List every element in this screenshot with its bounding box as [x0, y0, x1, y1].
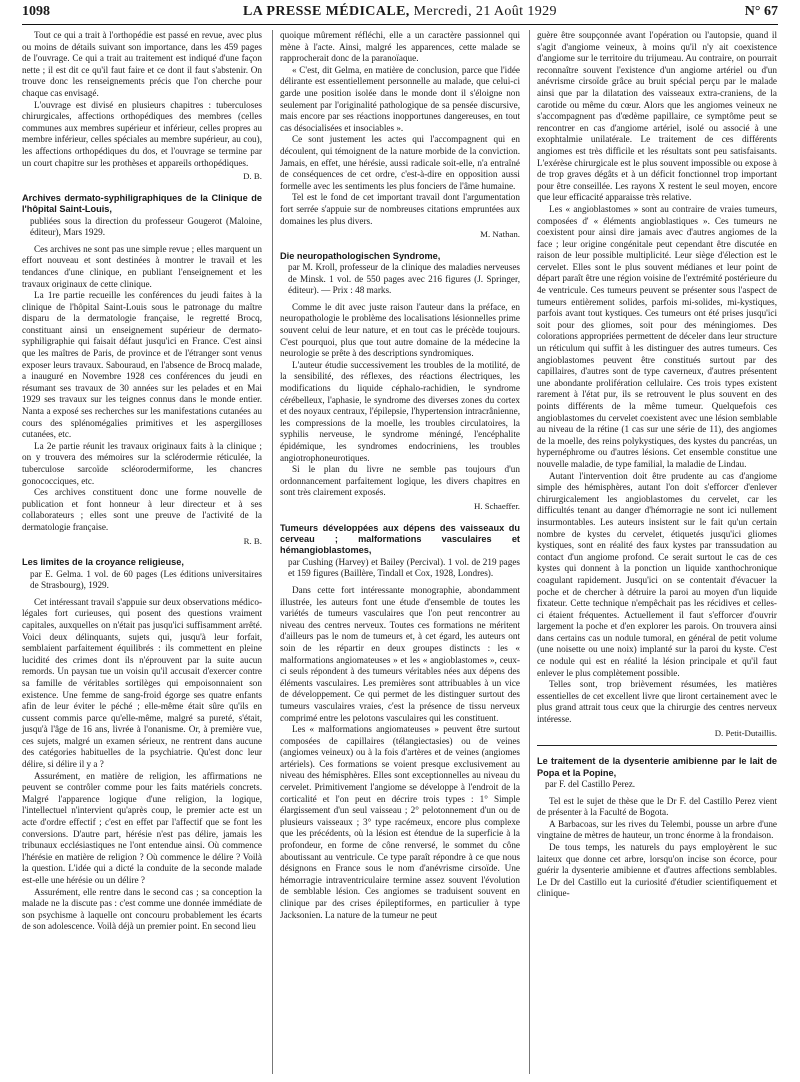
paragraph: Ces archives ne sont pas une simple revue ; elles marquent un effort nouveau et sont destinées à montrer le travail et les tendances d'une clinique, en publiant l'enseignement et les travaux originaux de cette clinique. [22, 243, 262, 289]
column-1 [22, 30, 262, 933]
paragraph: Assurément, en matière de religion, les affirmations ne peuvent se contrôler comme pour les faits matériels concrets. Malgré l'apparence logique d'une religion, la logique, l'intellectuel n'intervient qu'après coup, le premier acte est un acte d'ordre effectif ; c'est en effet par l'affectif que se font les conversions. D'autre part, hérésie n'est pas délire, jamais les tribunaux ecclésiastiques ne l'ont entendue ainsi. Où commence l'hérésie en matière de religion ? Où commence le délire ? Voilà la question. L'idée qui a dicté la conduite de la seconde malade est-elle une hérésie ou un délire ? [22, 770, 262, 885]
paragraph: La 2e partie réunit les travaux originaux faits à la clinique ; on y trouvera des mémoires sur la sclérodermie réticulée, la tuberculose sarcoïde scléorodermiforme, les chancres gonococciques, etc. [22, 440, 262, 486]
paragraph: Si le plan du livre ne semble pas toujours d'un ordonnancement parfaitement logique, les divers chapitres en sont très clairement exposés. [280, 464, 520, 498]
issue-date: Mercredi, 21 Août 1929 [413, 4, 557, 19]
review-bibliography: par F. del Castillo Perez. [545, 779, 636, 790]
review-croyance-religieuse [22, 557, 262, 933]
header-rule [22, 24, 778, 25]
paragraph: Dans cette fort intéressante monographie, abondamment illustrée, les auteurs font une étude d'ensemble de toutes les variétés de tumeurs vasculaires que l'on peut rencontrer au niveau des centres nerveux. Toutes ces formations ne méritent d'ailleurs pas le nom de tumeurs et, à cet égard, les auteurs ont soin de les répartir en deux groupes distincts : les « malformations angiomateuses » et les « angioblastomes », ceux-ci seuls répondent à des tumeurs véritables nées aux dépens des éléments vasculaires. Les premières sont attribuables à un vice de développement. Ce qui permet de les distinguer surtout des tumeurs vasculaires vraies, c'est la présence de tissu nerveux comprimé entre les pelotons vasculaires qui les constituent. [280, 584, 520, 723]
paragraph: L'ouvrage est divisé en plusieurs chapitres : tuberculoses chirurgicales, affections orthopédiques des membres (celles communes aux membres supérieur et inférieur, celles propres au membre inférieur, celles spéciales au membre supérieur, au cou), les affections orthopédiques du dos, et l'ouvrage se termine par un court chapitre sur les prothèses et appareils orthopédiques. [22, 99, 262, 168]
page-header [22, 4, 778, 26]
review-title: Tumeurs développées aux dépens des vaisseaux du cerveau ; malformations vasculaires et hémangioblastomes, [280, 522, 520, 556]
paragraph: Cet intéressant travail s'appuie sur deux observations médico-légales fort curieuses, qui posent des questions vraiment capitales, auxquelles on n'était pas jusqu'ici suffisamment arrêté. Voici deux délinquants, sujets qui, jusqu'à leur forfait, semblaient parfaitement équilibrés : ils commettent en pleine lucidité des crimes dont ils n'éprouvent par la suite aucun remords. Un paysan tue un voisin qu'il accusait d'exercer contre sa famille de véritables sortilèges qui empoisonnaient son existence. Une femme de sang-froid égorge ses quatre enfants afin de leur éviter le péché ; elle-même était sûre qu'ils en cussent commis parce qu'elle-même, malgré sa pureté, s'était, jusqu'à l'âge de 16 ans, livrée à l'onanisme. Or, à première vue, ces sujets, malgré un examen sérieux, ne rentrent dans aucune des catégories habituelles de la psychiatrie. Qu'est donc leur délire, si délire il y a ? [22, 596, 262, 770]
review-bibliography: par Cushing (Harvey) et Bailey (Percival). 1 vol. de 219 pages et 159 figures (Baillère, Tindall et Cox, 1928, Londres). [288, 556, 520, 579]
page-number: 1098 [22, 4, 50, 19]
column-3 [537, 30, 777, 900]
paragraph: Assurément, elle rentre dans le second cas ; sa conception la malade ne la discute pas : c'est comme une donnée immédiate de son psychisme à laquelle ont concouru probablement les écarts de son adolescence. Voilà déjà un premier point. En second lieu [22, 886, 262, 932]
paragraph: Ces archives constituent donc une forme nouvelle de publication et font honneur à leur directeur et à ses collaborateurs ; elles sont une preuve de l'activité de la dermatologie française. [22, 487, 262, 532]
review-title: Archives dermato-syphiligraphiques de la Clinique de l'hôpital Saint-Louis, [22, 192, 262, 215]
issue-number: N° 67 [744, 4, 778, 19]
paragraph: Telles sont, trop brièvement résumées, les matières essentielles de cet excellent livre que liront certainement avec le plus grand attrait tous ceux que la chirurgie des centres nerveux intéresse. [537, 679, 777, 725]
review-archives-dermato [22, 193, 262, 547]
column-divider [272, 30, 273, 1074]
review-title: Les limites de la croyance religieuse, [22, 557, 184, 568]
review-dysenterie-amibienne [537, 756, 777, 900]
reviewer-signature: D. Petit-Dutaillis. [714, 727, 777, 738]
review-bibliography: par E. Gelma. 1 vol. de 60 pages (Les éditions universitaires de Strasbourg), 1929. [30, 568, 262, 591]
paragraph: Tel est le sujet de thèse que le Dr F. del Castillo Perez vient de présenter à la Faculté de Bogota. [537, 795, 777, 818]
review-tumeurs-vaisseaux [280, 523, 520, 922]
journal-name: LA PRESSE MÉDICALE, [243, 4, 410, 19]
paragraph: A Barbacoas, sur les rives du Telembi, pousse un arbre d'une vingtaine de mètres de hauteur, un tronc énorme à la frondaison. [537, 818, 777, 841]
paragraph: Ce sont justement les actes qui l'accompagnent qui en découlent, qui témoignent de la nature morbide de la conviction. Jamais, en effet, une hérésie, aussi radicale soit-elle, n'a entraîné de conséquences de cet ordre, c'est-à-dire en opposition aussi formelle avec les sentiments les plus fonciers de l'âme humaine. [280, 134, 520, 191]
paragraph: Les « malformations angiomateuses » peuvent être surtout composées de capillaires (télangiectasies) ou de veines (angiomes veineux) ou à la fois d'artères et de veines (angiomes artériels). Ces formations se voient presque exclusivement au niveau des hémisphères. Elles sont exceptionnelles au niveau du cervelet. Primitivement l'angiome se développe à l'endroit de la corticalité et l'on peut en décrire trois types : 1° Simple élargissement d'un seul vaisseau ; 2° pelotonnement d'un ou de plusieurs vaisseaux ; 3° type racémeux, encore plus complexe que les précédents, où la lésion est étendue de la superficie à la profondeur, en forme de cône renversé, le sommet du cône aboutissant au ventricule. Ce type paraît répondre à ce que nous désignons en France sous le nom d'anévrisme cirsoïde. Une hémorragie intraventriculaire termine assez souvent l'évolution de semblable lésion. Ces angiomes se traduisent souvent en clinique par des crises épileptiformes, en particulier à type Jacksonien. La nature de la tumeur ne peut [280, 724, 520, 920]
reviewer-signature: D. B. [243, 171, 262, 182]
review-title: Le traitement de la dysenterie amibienne par le lait de Popa et la Popine, [537, 756, 777, 778]
paragraph: guère être soupçonnée avant l'opération ou l'autopsie, quand il s'agit d'angiome veineux, à moins qu'il n'y ait coexistence d'angiome sur le territoire du trijumeau. Au contraire, on pourrait reconnaître souvent l'existence d'un angiome artériel ou d'un anévrisme cirsoïde grâce au bruit spécial perçu par le malade ainsi que par la dilatation des vaisseaux extra-craniens, de la carotide ou même du cœur. Alors que les angiomes veineux ne s'accompagnent pas d'œdème papillaire, ce symptôme peut se rencontrer en cas d'angiome artériel, isolé ou associé à une exophtalmie unilatérale. Le traitement de ces différents angiomes est très difficile et les résultats sont peu satisfaisants. L'exérèse chirurgicale est le plus souvent impossible ou expose à de trop graves dégâts et à un déficit fonctionnel trop important pour être conseillée. Les rayons X restent le seul moyen, encore que leur efficacité apparaisse très relative. [537, 30, 777, 203]
reviewer-signature: H. Schaeffer. [473, 500, 520, 511]
paragraph: quoique mûrement réfléchi, elle a un caractère passionnel qui mène à l'acte. Ainsi, malgré les apparences, cette malade se rapprocherait donc de la paranoïaque. [280, 30, 520, 64]
reviewer-signature: R. B. [243, 535, 262, 546]
journal-masthead [22, 4, 778, 20]
paragraph: « C'est, dit Gelma, en matière de conclusion, parce que l'idée délirante est essentiellement personnelle au malade, que celui-ci garde une position isolée dans le monde dont il s'éloigne non seulement par l'originalité pathologique de sa pensée discursive, mais encore par ses réactions inopportunes dangereuses, en tout cas désocialisées et insociables ». [280, 64, 520, 133]
reviewer-signature: M. Nathan. [480, 229, 520, 240]
review-title: Die neuropathologischen Syndrome, [280, 250, 441, 261]
paragraph: Tout ce qui a trait à l'orthopédie est passé en revue, avec plus ou moins de détails suivant son importance, dans les 459 pages de l'ouvrage. Ce qui a trait au traitement est indiqué d'une façon nette ; il est dit ce qu'il faut faire et ce dont il faut s'abstenir. On trouve donc les renseignements précis que l'on cherche pour chaque cas envisagé. [22, 30, 262, 98]
paragraph: Les « angioblastomes » sont au contraire de vraies tumeurs, composées d' « éléments angioblastiques ». Ces tumeurs ne coexistent pour ainsi dire jamais avec d'autres angiomes de la face ; leur origine congénitale peut cependant être discutée en raison de leur possible multiplicité. Leur siège d'élection est le cervelet. Elles sont le plus souvent médianes et leur point de départ paraît être une région voisine de l'extrémité postérieure du 4e ventricule. Ces tumeurs peuvent se présenter sous l'aspect de tumeurs entièrement solides, parfois mi-solides, mi-kystiques, parfois avant tout kystiques. Ces tumeurs ont été prises jusqu'ici soit pour des gliomes, soit pour des méningiomes. Des colorations appropriées permettent de déceler dans leur structure un réticulum qui suffit à les distinguer des autres tumeurs. Ces angioblastomes peuvent être constitués surtout par des capillaires, d'autres sont de type caverneux, d'autres présentent une abondante prolifération cellulaire. Ces trois types existent rarement à l'état pur, ils se retrouvent le plus souvent en des points différents de la même tumeur. Quelquefois ces angioblastomes du cervelet coexistent avec une lésion semblable au niveau de la rétine (1 cas sur une série de 11), des angiomes de la moelle, des reins polykystiques, des kystes du pancréas, un hypernéphrome ou d'autres lésions. Cet ensemble constitue une nouvelle maladie, de type familial, la maladie de Lindau. [537, 203, 777, 469]
column-2 [280, 30, 520, 921]
review-neuropathologischen [280, 251, 520, 513]
review-bibliography: publiées sous la direction du professeur Gougerot (Maloine, éditeur), Mars 1929. [30, 215, 262, 238]
paragraph: Autant l'intervention doit être prudente au cas d'angiome simple des hémisphères, autant l'on doit s'efforcer d'enlever chirurgicalement les angioblastomes du cervelet, car les difficultés tenant au danger d'hémorragie ne sont ici nullement insurmontables. Les auteurs insistent sur le fait qu'un certain nombre de kystes du cervelet, étiquetés jusqu'ici gliomes kystiques, sont en réalité des faux kystes par transsudation au contact d'un angiome profond. Ce serait surtout le cas de ces kystes qui donnent à la ponction un liquide xanthochronique coagulant rapidement. Jusqu'ici on se contentait d'évacuer la poche et de chercher à détruire la paroi au moyen d'un liquide fixateur. Cette technique n'empêchait pas les récidives et celles-ci étaient fréquentes. Actuellement il faut s'efforcer d'ouvrir largement la poche et d'en explorer les parois. On trouvera ainsi dans certains cas un nodule tumoral, en général de petit volume (une noisette ou une noix) implanté sur la paroi du kyste. C'est ce nodule qui est en réalité la lésion principale et qu'il faut enlever le plus complètement possible. [537, 470, 777, 678]
review-bibliography: par M. Kroll, professeur de la clinique des maladies nerveuses de Minsk. 1 vol. de 550 pages avec 216 figures (J. Springer, éditeur). — Prix : 48 marks. [288, 262, 520, 296]
section-rule [537, 745, 777, 746]
column-divider [529, 30, 530, 1074]
paragraph: De tous temps, les naturels du pays employèrent le suc laiteux que donne cet arbre, lorsqu'on incise son écorce, pour guérir la dysenterie amibienne et d'autres affections semblables. Le Dr del Castillo eut la curiosité d'étudier scientifiquement et clinique- [537, 842, 777, 899]
paragraph: La 1re partie recueille les conférences du jeudi faites à la clinique de l'hôpital Saint-Louis sous le patronage du maître disparu de la dermatologie française, le regretté Brocq, constituant ainsi un enseignement supérieur de dermato-syphiligraphie qui faisait défaut jusqu'ici en France. C'est ainsi que les maîtres de Paris, de province et de l'étranger sont venus exposer leurs travaux. Sabouraud, en l'absence de Brocq malade, a inauguré en Novembre 1928 ces conférences du jeudi en résumant ses travaux de 30 années sur les pelades et en Mai 1929 ses travaux sur les teignes connus dans le monde entier. Nanta a exposé ses recherches sur les manifestations cutanées au cours des splénomégalies primitives et les aspergilloses cutanées, etc. [22, 290, 262, 440]
paragraph: Tel est le fond de cet important travail dont l'argumentation fort serrée s'appuie sur de nombreuses citations empruntées aux domaines les plus divers. [280, 192, 520, 226]
paragraph: L'auteur étudie successivement les troubles de la motilité, de la sensibilité, des réflexes, des réactions électriques, les modifications du liquide céphalo-rachidien, le syndrome cérébelleux, l'aphasie, le syndrome des diverses zones du cortex et des noyaux centraux, l'épilepsie, l'hypertension intracrânienne, les compressions de la moelle, les troubles circulatoires, la syphilis nerveuse, le syndrome méningé, l'encéphalite épidémique, les syndromes endocriniens, les troubles angiotrophoneurotiques. [280, 359, 520, 463]
paragraph: Comme le dit avec juste raison l'auteur dans la préface, en neuropathologie le problème des localisations lésionnelles prime souvent celui de leur nature, et en tout cas le précède toujours. C'est pourquoi, plus que tout autre domaine de la médecine la neurologie se prête à des descriptions syndromiques. [280, 301, 520, 359]
